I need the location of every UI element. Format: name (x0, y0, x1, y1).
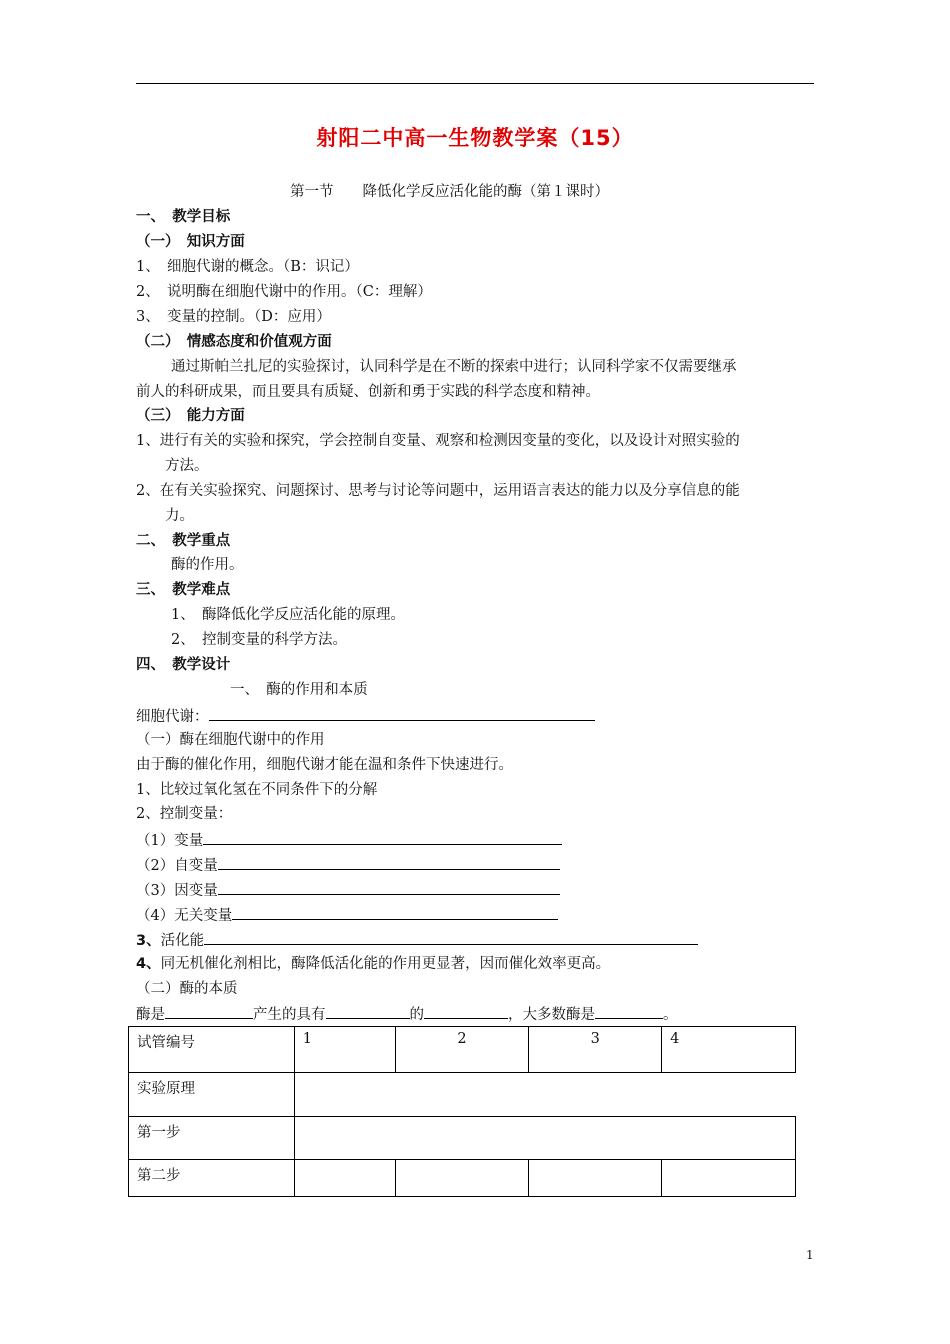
table-row (129, 1160, 796, 1197)
heading-design: 四、 教学设计 (136, 657, 231, 673)
experiment-table (128, 1026, 796, 1197)
section-number: 第一节 (290, 184, 334, 200)
attitude-text-2: 前人的科研成果，而且要具有质疑、创新和勇于实践的科学态度和精神。 (136, 384, 600, 400)
blank-activation-energy (204, 929, 698, 945)
cell-metabolism-label: 细胞代谢： (136, 709, 209, 725)
heading-ability: （三） 能力方面 (136, 408, 245, 424)
blank-enzyme-composition (595, 1003, 663, 1019)
enzyme-role-text: 由于酶的催化作用，细胞代谢才能在温和条件下快速进行。 (136, 757, 513, 773)
blank-variable (203, 829, 562, 845)
blank-enzyme-function (326, 1003, 410, 1019)
control-variables: 2、控制变量： (136, 806, 233, 822)
enzyme-nature-part-2: 产生的具有 (253, 1007, 326, 1023)
goal-item-3: 3、 变量的控制。（D：应用） (136, 309, 331, 325)
enzyme-nature-heading: （二）酶的本质 (136, 981, 238, 997)
ability-item-2-cont: 力。 (165, 508, 194, 524)
catalyst-comparison-line (136, 954, 610, 974)
catalyst-comparison-number: 4、 (136, 956, 161, 972)
row-label-step-1: 第一步 (129, 1117, 295, 1160)
row-label-principle: 实验原理 (129, 1073, 295, 1117)
variable-label: （1）变量 (136, 833, 204, 849)
cell-metabolism-line (136, 705, 595, 727)
step-2-cell-3 (529, 1160, 662, 1197)
attitude-text-1: 通过斯帕兰扎尼的实验探讨，认同科学是在不断的探索中进行；认同科学家不仅需要继承 (171, 359, 737, 375)
enzyme-nature-line (136, 1003, 678, 1025)
enzyme-role-heading: （一）酶在细胞代谢中的作用 (136, 732, 325, 748)
h2o2-comparison: 1、比较过氧化氢在不同条件下的分解 (136, 782, 378, 798)
document-title: 射阳二中高一生物教学案（15） (316, 126, 634, 150)
table-row (129, 1027, 796, 1073)
section-subtitle (290, 180, 609, 201)
ability-item-1-cont: 方法。 (165, 458, 209, 474)
row-label-step-2: 第二步 (129, 1160, 295, 1197)
header-rule (136, 83, 814, 84)
blank-enzyme-class (424, 1003, 508, 1019)
dependent-variable-line (136, 879, 560, 901)
design-subheading: 一、 酶的作用和本质 (230, 682, 368, 698)
ability-item-2: 2、在有关实验探究、问题探讨、思考与讨论等问题中，运用语言表达的能力以及分享信息的能 (136, 483, 740, 499)
step-2-cell-2 (395, 1160, 529, 1197)
header-cell-1: 1 (294, 1027, 395, 1073)
activation-energy-line (136, 929, 698, 951)
heading-knowledge: （一） 知识方面 (136, 234, 245, 250)
blank-irrelevant-variable (232, 904, 558, 920)
independent-variable-label: （2）自变量 (136, 858, 218, 874)
header-cell-tube-number: 试管编号 (129, 1027, 295, 1073)
header-cell-2: 2 (395, 1027, 529, 1073)
irrelevant-variable-label: （4）无关变量 (136, 908, 233, 924)
blank-dependent-variable (218, 879, 560, 895)
heading-key-points: 二、 教学重点 (136, 533, 231, 549)
enzyme-nature-part-1: 酶是 (136, 1007, 165, 1023)
table-row (129, 1073, 796, 1117)
difficulty-item-1: 1、 酶降低化学反应活化能的原理。 (171, 607, 405, 623)
heading-difficulties: 三、 教学难点 (136, 582, 231, 598)
activation-energy-number: 3、 (136, 933, 161, 949)
blank-enzyme-source (165, 1003, 253, 1019)
step-1-cell (294, 1117, 795, 1160)
catalyst-comparison-text: 同无机催化剂相比，酶降低活化能的作用更显著，因而催化效率更高。 (160, 956, 611, 972)
goal-item-1: 1、 细胞代谢的概念。（B：识记） (136, 259, 359, 275)
header-cell-3: 3 (529, 1027, 662, 1073)
step-2-cell-4 (662, 1160, 796, 1197)
enzyme-nature-part-3: 的 (409, 1007, 424, 1023)
irrelevant-variable-line (136, 904, 558, 926)
ability-item-1: 1、进行有关的实验和探究，学会控制自变量、观察和检测因变量的变化，以及设计对照实验的 (136, 433, 740, 449)
heading-teaching-goals: 一、 教学目标 (136, 209, 231, 225)
table-row (129, 1117, 796, 1160)
header-cell-4: 4 (662, 1027, 796, 1073)
step-2-cell-1 (294, 1160, 395, 1197)
enzyme-nature-part-5: 。 (663, 1007, 678, 1023)
variable-line (136, 829, 562, 851)
heading-attitude: （二） 情感态度和价值观方面 (136, 334, 332, 350)
dependent-variable-label: （3）因变量 (136, 883, 218, 899)
section-topic: 降低化学反应活化能的酶（第１课时） (362, 184, 609, 200)
independent-variable-line (136, 854, 560, 876)
activation-energy-label: 活化能 (160, 933, 205, 949)
blank-cell-metabolism (209, 705, 595, 721)
difficulty-item-2: 2、 控制变量的科学方法。 (171, 632, 347, 648)
page-number: 1 (806, 1248, 814, 1262)
goal-item-2: 2、 说明酶在细胞代谢中的作用。（C：理解） (136, 284, 432, 300)
blank-independent-variable (218, 854, 560, 870)
enzyme-nature-part-4: ，大多数酶是 (508, 1007, 595, 1023)
principle-cell (294, 1073, 795, 1117)
key-point-text: 酶的作用。 (171, 557, 244, 573)
